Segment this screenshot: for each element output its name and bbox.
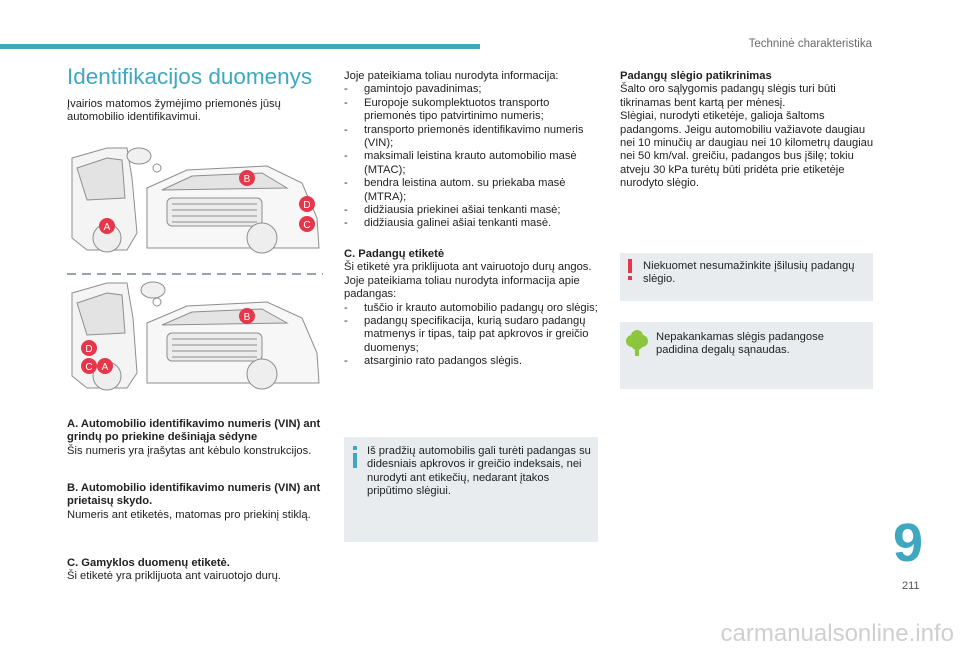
vehicle-top-image xyxy=(72,148,319,253)
section-a-text: Šis numeris yra įrašytas ant kėbulo konstrukcijos. xyxy=(67,444,312,457)
svg-text:B: B xyxy=(243,174,251,185)
vehicle-bottom-image xyxy=(72,282,319,390)
section-b xyxy=(67,482,325,522)
marker-bottom-a xyxy=(97,358,113,374)
list-item: - Europoje sukomplektuotos transporto priemonės tipo patvirtinimo numeris; xyxy=(344,97,598,124)
list-item: - maksimali leistina krauto automobilio masė (MTAC); xyxy=(344,150,598,177)
marker-top-a xyxy=(99,218,115,234)
svg-text:A: A xyxy=(103,222,111,233)
list-item: - didžiausia galinei ašiai tenkanti masė. xyxy=(344,217,598,230)
pressure-check-text: Šalto oro sąlygomis padangų slėgis turi būti tikrinamas bent kartą per mėnesį. xyxy=(620,83,836,109)
warning-box-text: Niekuomet nesumažinkite įšilusių padangų slėgio. xyxy=(643,260,855,286)
page-number: 211 xyxy=(902,580,920,592)
marker-top-d xyxy=(299,196,315,212)
tyre-label-text: Ši etiketė yra priklijuota ant vairuotojo durų angos. xyxy=(344,261,592,274)
tyre-list xyxy=(344,302,598,369)
svg-text:carmanualsonline.info: carmanualsonline.info xyxy=(720,620,954,647)
svg-text:B: B xyxy=(243,312,251,323)
eco-box-text: Nepakankamas slėgis padangose padidina degalų sąnaudas. xyxy=(656,331,824,357)
intro-text: Įvairios matomos žymėjimo priemonės jūsų automobilio identifikavimui. xyxy=(67,98,281,124)
section-c-text: Ši etiketė yra priklijuota ant vairuotojo durų. xyxy=(67,570,281,583)
svg-text:C: C xyxy=(85,362,93,373)
pressure-check-heading: Padangų slėgio patikrinimas xyxy=(620,70,772,82)
list-item: - bendra leistina autom. su priekaba masė (MTRA); xyxy=(344,177,598,204)
list-item: - didžiausia priekinei ašiai tenkanti masė; xyxy=(344,204,598,217)
marker-top-b xyxy=(239,170,255,186)
section-b-heading: B. Automobilio identifikavimo numeris (VIN) ant prietaisų skydo. xyxy=(67,482,321,508)
list-item: - tuščio ir krauto automobilio padangų oro slėgis; xyxy=(344,302,598,315)
list-item: - atsarginio rato padangos slėgis. xyxy=(344,355,598,368)
info-icon xyxy=(350,446,360,468)
list-item: - padangų specifikacija, kurią sudaro padangų matmenys ir tipas, taip pat apkrovos ir greičio duomenys; xyxy=(344,315,598,355)
marker-bottom-b xyxy=(239,308,255,324)
header-accent-bar xyxy=(0,44,480,49)
svg-text:C: C xyxy=(303,220,311,231)
middle-column xyxy=(344,70,598,369)
eco-tree-icon xyxy=(624,330,650,358)
svg-text:D: D xyxy=(85,344,93,355)
vehicle-illustration xyxy=(67,138,323,394)
info-box-text: Iš pradžių automobilis gali turėti padangas su didesniais apkrovos ir greičio indeksais, nei nurodyti ant etikečių, nedarant įtakos pripūtimo slėgiui. xyxy=(367,445,591,498)
middle-list xyxy=(344,83,598,230)
section-a xyxy=(67,418,325,458)
watermark-logo xyxy=(610,609,960,649)
section-b-text: Numeris ant etiketės, matomas pro priekinį stiklą. xyxy=(67,508,311,521)
marker-top-c xyxy=(299,216,315,232)
section-c-heading: C. Gamyklos duomenų etiketė. xyxy=(67,557,230,569)
middle-intro: Joje pateikiama toliau nurodyta informacija: xyxy=(344,70,559,82)
list-item: - transporto priemonės identifikavimo numeris (VIN); xyxy=(344,124,598,151)
section-c xyxy=(67,557,325,584)
section-a-heading: A. Automobilio identifikavimo numeris (VIN) ant grindų po priekine dešiniąja sėdyne xyxy=(67,418,321,444)
warning-icon xyxy=(625,259,635,281)
right-column xyxy=(620,70,874,191)
list-item: - gamintojo pavadinimas; xyxy=(344,83,598,96)
marker-bottom-d xyxy=(81,340,97,356)
svg-text:A: A xyxy=(101,362,109,373)
page-title: Identifikacijos duomenys xyxy=(67,64,313,89)
svg-text:D: D xyxy=(303,200,311,211)
chapter-number: 9 xyxy=(893,513,924,573)
pressure-check-text-2: Slėgiai, nurodyti etiketėje, galioja šaltoms padangoms. Jeigu automobiliu važiavote daugiau nei 10 minučių ar daugiau nei 10 kilometrų daugiau nei 50 km/val. greičiu, padangos bus įšilę; tokiu atveju 30 kPa turėtų būti pridėta prie etiketėje nurodyto slėgio. xyxy=(620,110,874,190)
tyre-label-heading: C. Padangų etiketė xyxy=(344,247,445,260)
section-title: Techninė charakteristika xyxy=(748,38,872,50)
marker-bottom-c xyxy=(81,358,97,374)
tyre-label-text-2: Joje pateikiama toliau nurodyta informacija apie padangas: xyxy=(344,274,580,301)
